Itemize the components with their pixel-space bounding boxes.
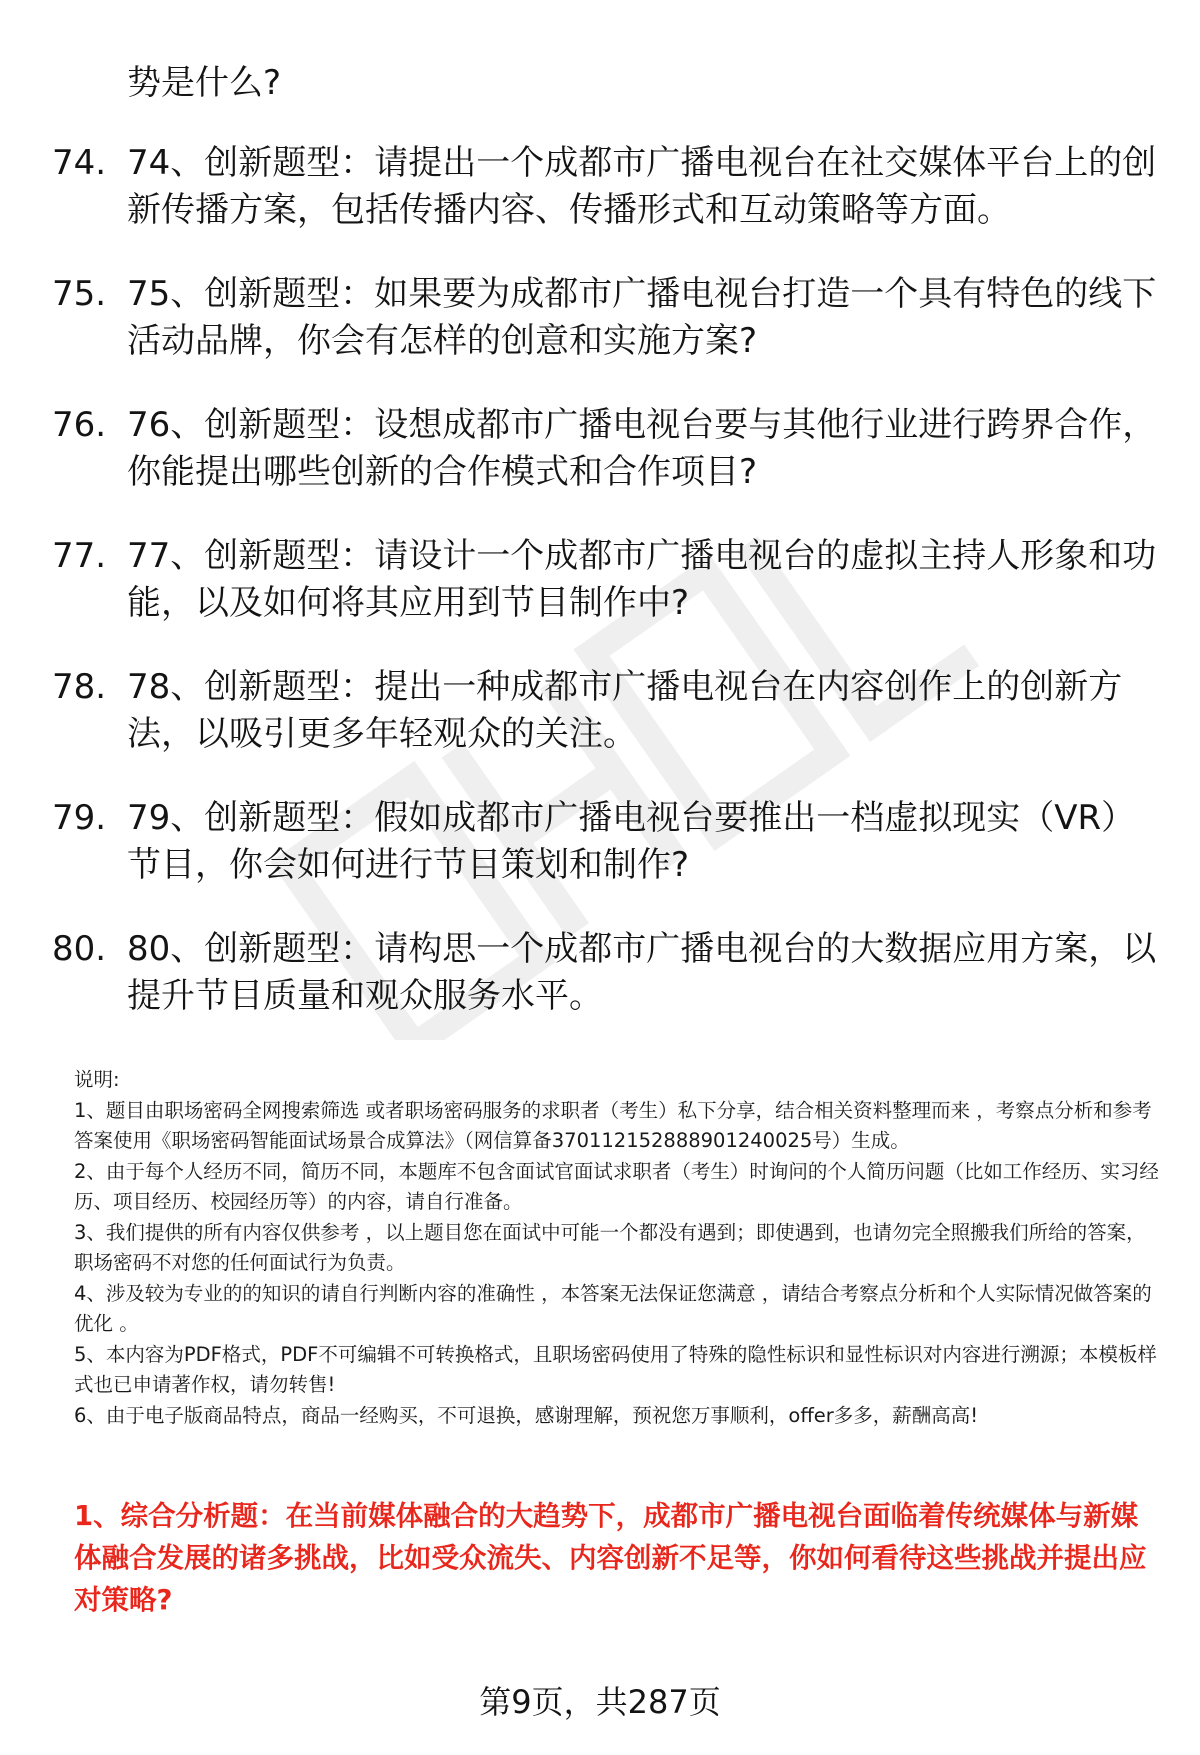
question-number: 78. [52,667,107,707]
list-item [0,271,1200,402]
note-item: 3、我们提供的所有内容仅供参考 ，以上题目您在面试中可能一个都没有遇到；即使遇到，也请勿完全照搬我们所给的答案，职场密码不对您的任何面试行为负责。 [74,1220,1146,1274]
question-number: 76. [52,405,107,445]
note-item: 2、由于每个人经历不同，简历不同，本题库不包含面试官面试求职者（考生）时询问的个人简历问题（比如工作经历、实习经历、项目经历、校园经历等）的内容，请自行准备。 [74,1159,1159,1213]
list-item [0,402,1200,533]
list-item [0,795,1200,926]
continuation-text: 势是什么? [127,63,282,103]
notes-section [74,1065,1164,1431]
note-item: 4、涉及较为专业的的知识的请自行判断内容的准确性 ，本答案无法保证您满意 ，请结合考察点分析和个人实际情况做答案的优化 。 [74,1281,1152,1335]
list-item [0,533,1200,664]
question-text: 79、创新题型：假如成都市广播电视台要推出一档虚拟现实（VR）节目，你会如何进行节目策划和制作? [127,798,1136,885]
question-text: 78、创新题型：提出一种成都市广播电视台在内容创作上的创新方法，以吸引更多年轻观众的关注。 [127,667,1123,754]
note-item: 1、题目由职场密码全网搜索筛选 或者职场密码服务的求职者（考生）私下分享，结合相关资料整理而来 ，考察点分析和参考答案使用《职场密码智能面试场景合成算法》（网信算备370112152888901240025号）生成。 [74,1098,1152,1152]
question-text: 74、创新题型：请提出一个成都市广播电视台在社交媒体平台上的创新传播方案，包括传播内容、传播形式和互动策略等方面。 [127,143,1157,230]
question-list [0,140,1200,1057]
question-text: 76、创新题型：设想成都市广播电视台要与其他行业进行跨界合作，你能提出哪些创新的合作模式和合作项目? [127,405,1157,492]
question-number: 74. [52,143,107,183]
page-footer: 第9页，共287页 [479,1683,721,1721]
question-text: 77、创新题型：请设计一个成都市广播电视台的虚拟主持人形象和功能，以及如何将其应用到节目制作中? [127,536,1157,623]
question-text: 75、创新题型：如果要为成都市广播电视台打造一个具有特色的线下活动品牌，你会有怎样的创意和实施方案? [127,274,1157,361]
notes-title: 说明: [74,1068,120,1091]
question-number: 75. [52,274,107,314]
list-item [0,926,1200,1057]
question-number: 77. [52,536,107,576]
question-number: 79. [52,798,107,838]
list-item [0,664,1200,795]
question-text: 80、创新题型：请构思一个成都市广播电视台的大数据应用方案，以提升节目质量和观众服务水平。 [127,929,1157,1016]
note-item: 5、本内容为PDF格式，PDF不可编辑不可转换格式，且职场密码使用了特殊的隐性标识和显性标识对内容进行溯源；本模板样式也已申请著作权，请勿转售! [74,1342,1157,1396]
question-number: 80. [52,929,107,969]
highlight-question: 1、综合分析题：在当前媒体融合的大趋势下，成都市广播电视台面临着传统媒体与新媒体融合发展的诸多挑战，比如受众流失、内容创新不足等，你如何看待这些挑战并提出应对策略? [74,1500,1147,1616]
list-item [0,140,1200,271]
note-item: 6、由于电子版商品特点，商品一经购买，不可退换，感谢理解，预祝您万事顺利，offer多多，薪酬高高! [74,1403,979,1427]
